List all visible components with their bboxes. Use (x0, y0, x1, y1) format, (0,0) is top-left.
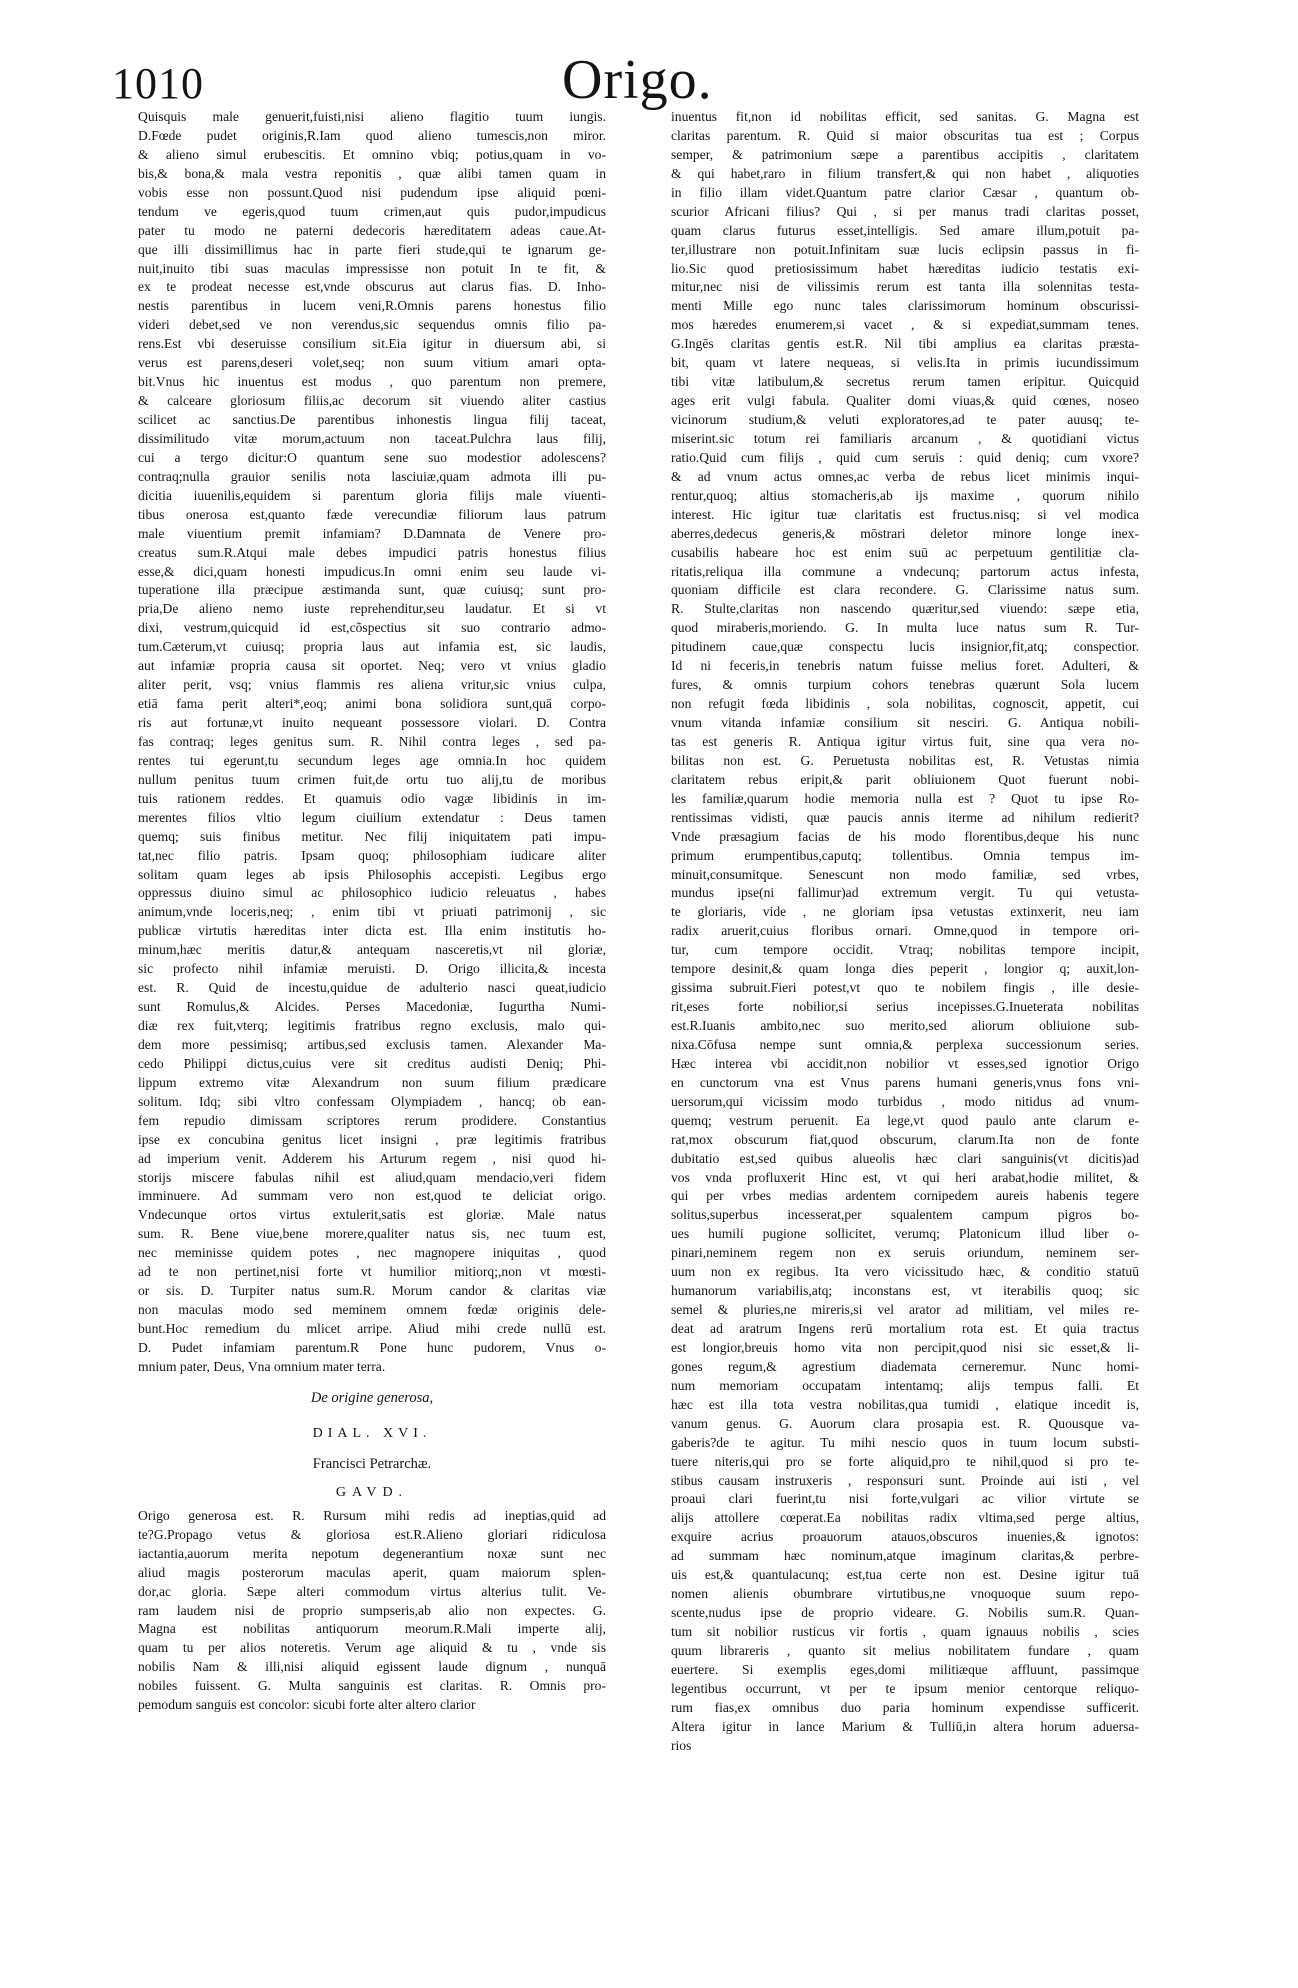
text-line: radix aruerit,cuius floribus ornari. Omne,quod in tempore ori- (671, 923, 1139, 939)
text-line: oppressus diuino simul ac philosophico iudicio releuatus , habes (138, 885, 606, 901)
text-line: tum.Cæterum,vt cuiusq; propria laus aut infamia est, sic laudis, (138, 639, 606, 655)
text-line: videri debet,sed ve non verendus,sic sequendus omnis filio pa- (138, 317, 606, 333)
text-line: nomen alienis obumbrare virtutibus,ne vnoquoque suum repo- (671, 1586, 1139, 1602)
text-line: fem repudio dimissam scriptores rerum prodidere. Constantius (138, 1112, 606, 1128)
text-line: uis est,& quantulacunq; est,tua certe non est. Desine igitur tuā (671, 1567, 1139, 1583)
text-line: ad summam hæc nominum,atque imaginum claritas,& perbre- (671, 1548, 1139, 1564)
text-line: aut infamiæ propria causa sit oportet. Neq; vero vt vnius gladio (138, 658, 606, 674)
text-line: Hæc interea vbi accidit,non nobilior vt esses,sed ignotior Origo (671, 1055, 1139, 1071)
text-line: non refugit fœda libidinis , sola nobilitas, cognoscit, appetit, cui (671, 696, 1139, 712)
text-line: tat,nec filio patris. Ipsam quoq; philosophiam iudicare aliter (138, 847, 606, 863)
text-line: ad te non pertinet,nisi forte vt humilior mitiorq;,non vt mœsti- (138, 1264, 606, 1280)
text-line: & qui habet,raro in filium transfert,& qui non habet , aliquoties (671, 165, 1139, 181)
text-line: aberres,dedecus generis,& mōstrari deletor minore longe inex- (671, 525, 1139, 541)
text-line: animum,vnde loceris,neq; , enim tibi vt priuati patrimonij , sic (138, 904, 606, 920)
text-line: tempore desinit,& quam longa dies peperit , longior q; auxit,lon- (671, 961, 1139, 977)
text-line: legentibus occurrunt, vt per te ipsum menior centorque reliquo- (671, 1680, 1139, 1696)
text-line: publicæ virtutis hæreditas inter dicta est. Illa enim institutis ho- (138, 923, 606, 939)
text-line: num memoriam occupatam intentamq; alijs tempus falli. Et (671, 1377, 1139, 1393)
text-line: diæ rex fuit,vterq; legitimis fratribus regno exclusis, malo qui- (138, 1018, 606, 1033)
left-column (138, 108, 606, 1715)
text-line: hæc est illa tota vestra nobilitas,qua tumidi , elatique incedit is, (671, 1396, 1139, 1412)
left-column-dialogue-text (138, 1507, 606, 1715)
text-line: sum. R. Bene viue,bene morere,qualiter natus sis, nec tuum est, (138, 1226, 606, 1242)
text-line: aliud magis posterorum maculas aperit, quam maiorum splen- (138, 1564, 606, 1580)
text-line: etiā fama perit alteri*,eoq; animi bona solidiora sunt,quā corpo- (138, 696, 606, 712)
text-line: D.Fœde pudet originis,R.Iam quod alieno tumescis,non miror. (138, 127, 606, 143)
text-line: bit, quam vt latere nequeas, si velis.Ita in primis iucundissimum (671, 355, 1139, 371)
text-line: R. Stulte,claritas non nascendo quæritur,sed viuendo: sæpe etia, (671, 601, 1139, 617)
text-line: solitum. Idq; sibi vltro confessam Olympiadem , hancq; ob ean- (138, 1093, 606, 1109)
text-line: rum fias,ex omnibus duo paria hominum expendisse sufficerit. (671, 1699, 1139, 1715)
text-line: & alieno simul erubescitis. Et omnino vbiq; potius,quam in vo- (138, 146, 606, 162)
left-column-text (138, 108, 606, 1377)
text-line: quemq; vestrum peruenit. Ea lege,vt quod paulo ante clarum e- (671, 1112, 1139, 1128)
text-line: claritatem rebus eripit,& parit obliuionem Quot fuerunt nobi- (671, 771, 1139, 787)
text-line: bunt.Hoc remedium du mlicet arripe. Aliud mihi crede nullū est. (138, 1321, 606, 1336)
text-line: exquire acrius proauorum atauos,obscuros inuenies,& ignotos: (671, 1529, 1139, 1545)
text-line: Quisquis male genuerit,fuisti,nisi alieno flagitio tuum iungis. (138, 109, 606, 124)
text-line: & calceare gloriosum filiis,ac decorum sit viuendo aliter castius (138, 393, 606, 409)
text-line: bit.Vnus hic inuentus est modus , quo parentum non premere, (138, 374, 606, 390)
text-line: lio.Sic quod pretiosissimum habet hæreditas iudicio testatis exi- (671, 260, 1139, 276)
text-line: rat,mox obscurum fiat,quod obscurum, clarum.Ita non de fonte (671, 1131, 1139, 1147)
text-line: bilitas non est. G. Peruetusta nobilitas est, R. Vetustas nimia (671, 752, 1139, 768)
text-line: alijs attollere cœperat.Ea nobilitas radix vltima,sed perge altius, (671, 1510, 1139, 1526)
text-line: sunt Romulus,& Alcides. Perses Macedoniæ, Iugurtha Numi- (138, 999, 606, 1015)
text-line: uum non ex regibus. Ita vero vicissitudo hæc, & conditio statuū (671, 1264, 1139, 1280)
text-line: gones regum,& agrestium diademata cerneremur. Nunc homi- (671, 1358, 1139, 1374)
text-line: quoniam difficile est clara recondere. G. Clarissime natus sum. (671, 582, 1139, 598)
text-line: ratio.Quid cum filijs , quid cum seruis : quid deniq; cum vxore? (671, 449, 1139, 465)
text-line: en cunctorum vna est Vnus parens humani generis,vnus fons vni- (671, 1074, 1139, 1090)
text-line: est longior,breuis homo vita non percipit,quod nisi sic esset,& li- (671, 1339, 1139, 1355)
text-line: tuis rationem reddes. Et quamuis odio vagæ libidinis in im- (138, 790, 606, 806)
text-line: interest. Hic igitur tuæ claritatis est fructus.nisq; si vel modica (671, 506, 1139, 522)
text-line: tuere niteris,qui pro se forte aliquid,pro te nihil,quod si pro te- (671, 1453, 1139, 1469)
text-line: dissimilitudo vitæ morum,actuum non taceat.Pulchra laus filij, (138, 430, 606, 446)
text-line: pemodum sanguis est concolor: sicubi forte alter altero clarior (138, 1697, 476, 1713)
text-line: tuperatione illa præcipue æstimanda sunt, quæ cuiusq; sunt pro- (138, 582, 606, 598)
text-line: vos vnda profluxerit Hinc est, vt qui heri arabat,hodie militet, & (671, 1169, 1139, 1185)
text-line: tur, cum tempore occidit. Vtraq; nobilitas tempore incipit, (671, 942, 1139, 958)
text-line: dor,ac gloria. Sæpe alteri commodum virtus alterius tulit. Ve- (138, 1583, 606, 1599)
text-line: or sis. D. Turpiter natus sum.R. Morum candor & claritas viæ (138, 1283, 606, 1299)
text-line: ter,illustrare non potuit.Infinitam suæ lucis eclipsin passus in fi- (671, 241, 1139, 257)
text-line: pria,De alieno nemo iuste reprehenditur,seu laudatur. Et si vt (138, 601, 606, 617)
text-line: est.R.Iuanis ambito,nec suo merito,sed aliorum obliuione sub- (671, 1018, 1139, 1033)
text-line: semper, & patrimonium sæpe a parentibus accipitis , claritatem (671, 146, 1139, 162)
text-line: primum erumpentibus,caputq; tollentibus. Omnia tempus im- (671, 847, 1139, 863)
text-line: Altera igitur in lance Marium & Tulliū,in altera horum aduersa- (671, 1718, 1139, 1734)
text-line: que illi dissimillimus hac in parte fieri stude,qui te ignarum ge- (138, 241, 606, 257)
text-line: Id ni feceris,in tenebris natum fuisse melius foret. Adulteri, & (671, 658, 1139, 674)
text-line: rios (671, 1737, 692, 1753)
text-line: quam tu per alios noteretis. Verum age aliquid & tu , vnde sis (138, 1640, 606, 1656)
text-line: rentes tui egerunt,tu secundum leges age omnia.In hoc quidem (138, 752, 606, 768)
text-line: claritas parentum. R. Quid si maior obscuritas tua est ; Corpus (671, 127, 1139, 143)
text-line: iactantia,auorum merita nepotum degenerantium noxæ sunt nec (138, 1545, 606, 1561)
text-line: tibus onerosa est,quanto fæde verecundiæ filiorum laus patrum (138, 506, 606, 522)
text-line: fas contraq; leges genitus sum. R. Nihil contra leges , sed pa- (138, 733, 606, 749)
text-line: tum sit nobilior rusticus vir fortis , quam ignauus nobilis , scies (671, 1624, 1139, 1639)
text-line: vanum genus. G. Auorum clara prosapia est. R. Quousque va- (671, 1415, 1139, 1431)
text-line: non maculas modo sed meminem omnem fœdæ originis dele- (138, 1302, 606, 1318)
text-line: menti Mille ego nunc tales clarissimorum hominum obscurissi- (671, 298, 1139, 314)
right-column (671, 108, 1139, 1756)
text-line: tas est generis R. Antiqua igitur virtus fuit, sine qua vera no- (671, 733, 1139, 749)
text-line: storijs miscere fabulas nihil est aliud,quam mendacio,veri fidem (138, 1169, 606, 1185)
text-line: mundus ipse(ni fallimur)ad extremum vergit. Tu qui vetusta- (671, 885, 1139, 901)
text-line: verus est parens,deseri volet,seq; non suum vitium amari opta- (138, 355, 606, 371)
text-line: nec meminisse quidem potes , nec magnopere iniquitas , quod (138, 1245, 606, 1261)
text-line: sic profecto nihil infamiæ meruisti. D. Origo illicita,& incesta (138, 961, 606, 977)
text-line: nuit,inuito tibi suas maculas impressisse non potuit In te fit, & (138, 260, 606, 276)
text-line: dubitatio est,sed quibus alueolis hæc clari sanguinis(vt dicitis)ad (671, 1150, 1139, 1166)
text-line: ages erit vulgi fabula. Qualiter domi viuas,& quid cœnes, noseo (671, 393, 1139, 409)
text-line: te?G.Propago vetus & gloriosa est.R.Alieno gloriari ridiculosa (138, 1526, 606, 1542)
text-line: pater tu modo ne paterni dedecoris hæreditatem adeas caue.At- (138, 222, 606, 238)
text-line: fures, & omnis turpium cohors tenebras quærunt Sola lucem (671, 677, 1139, 693)
text-line: uersorum,qui vicissim modo turbidus , modo nitidus ad vnum- (671, 1093, 1139, 1109)
text-line: rit,eses forte nobilior,si serius incepisses.G.Inueterata nobilitas (671, 999, 1139, 1015)
text-line: cusabilis habeare hoc est enim suū ac perpetuum gentilitiæ cla- (671, 544, 1139, 560)
text-line: mitur,nec nisi de vilissimis rerum est tanta illa solennitas testa- (671, 279, 1139, 295)
text-line: in filio illam videt.Quantum patre clarior Cæsar , quantum ob- (671, 184, 1139, 200)
right-column-text (671, 108, 1139, 1756)
text-line: & ad vnum actus omnes,ac verba de rebus licet minimis inqui- (671, 468, 1139, 484)
text-line: stibus causam instruxeris , responsuri sunt. Proinde aui isti , vel (671, 1472, 1139, 1488)
text-line: scente,nudus ipse de proprio videare. G. Nobilis sum.R. Quan- (671, 1605, 1139, 1621)
text-line: cui a tergo dicitur:O quantum sene suo modestior adolescens? (138, 449, 606, 465)
text-line: rens.Est vbi deseruisse consilium sit.Eia igitur in diuersum abi, si (138, 336, 606, 352)
text-line: te gloriaris, vide , ne gloriam ipsa vetustas extinxerit, neu iam (671, 904, 1139, 920)
text-line: Vndecunque ortos virtus extulerit,satis est gloriæ. Male natus (138, 1207, 606, 1223)
text-line: quam clarus futurus esset,intelligis. Sed amare illum,potuit pa- (671, 222, 1139, 238)
text-line: male viuentium premit infamiam? D.Damnata de Venere pro- (138, 525, 606, 541)
speaker-heading: GAVD. (335, 1484, 409, 1500)
text-line: quemq; suis finibus metitur. Nec filij iniquitatem pati impu- (138, 828, 606, 844)
text-line: scurior Africani filius? Qui , si per manus tradi claritas posset, (671, 203, 1139, 219)
author-heading: Francisci Petrarchæ. (312, 1455, 432, 1472)
text-line: dixi, vestrum,quicquid id est,cõspectius sit suo contrario admo- (138, 620, 606, 636)
text-line: Vnde præsagium facias de his modo florentibus,deque his nunc (671, 828, 1139, 844)
text-line: vobis esse non possunt.Quod nisi pudendum ipse aliquid pœni- (138, 184, 606, 200)
text-line: gissima subruit.Fieri potest,vt quo te nobilem fingis , ille desie- (671, 980, 1139, 996)
text-line: imminuere. Ad summam vero non est,quod te deliciat origo. (138, 1188, 606, 1204)
text-line: solitus,superbus incesserat,per squalentem campum pigros bo- (671, 1207, 1139, 1223)
text-line: ris aut fortunæ,vt inuito nequeant possessore violari. D. Contra (138, 715, 606, 730)
text-line: nestis parentibus in lucem veni,R.Omnis parens honestus filio (138, 298, 606, 314)
text-line: ues humili pugione sollicitet, verumq; Platonicum illud liber o- (671, 1226, 1139, 1242)
text-line: merentes filios vltio legum ciuilium extendatur : Deus tamen (138, 809, 606, 825)
text-line: mos hæredes enumerem,si vacet , & si expediat,summam tenes. (671, 317, 1139, 333)
text-line: qui per vrbes medias ardentem cornipedem aureis habenis tegere (671, 1188, 1139, 1204)
text-line: deat ad aratrum Ingens rerū mortalium rota est. Et quia tractus (671, 1321, 1139, 1336)
page-number: 1010 (112, 59, 204, 108)
text-line: rentissimas vidisti, quæ paucis annis iterme ad nihilum redierit? (671, 809, 1139, 825)
text-line: scilicet ac sanctius.De parentibus inhonestis lingua filij taceat, (138, 412, 606, 427)
text-line: inuentus fit,non id nobilitas efficit, sed sanitas. G. Magna est (671, 109, 1139, 124)
text-line: quod miraberis,moriendo. G. In multa luce natus sum R. Tur- (671, 620, 1139, 636)
text-line: ad imperium venit. Adderem his Arturum regem , nisi quod hi- (138, 1150, 606, 1166)
section-title: De origine generosa, (310, 1389, 434, 1406)
text-line: Origo generosa est. R. Rursum mihi redis ad ineptias,quid ad (138, 1507, 606, 1523)
text-line: vnum vitanda infamiæ consilium sit nesciri. G. Antiqua nobili- (671, 715, 1139, 730)
text-line: bis,& bona,& mala vestra reponitis , quæ alibi tamen quam in (138, 165, 606, 181)
text-line: G.Ingēs claritas gentis est.R. Nil tibi amplius ea claritas præsta- (671, 336, 1139, 352)
text-line: miserint.sic totum rei familiaris arcanum , & quotidiani victus (671, 430, 1139, 446)
text-line: quum librareris , quanto sit melius nobilitatem fundare , quam (671, 1642, 1139, 1658)
text-line: vicinorum studium,& veluti exploratores,ad te pater auusq; te- (671, 412, 1139, 427)
text-line: mnium pater, Deus, Vna omnium mater terra. (138, 1358, 386, 1374)
text-line: dicitia iuuenilis,equidem si parentum gloria filijs male viuenti- (138, 487, 606, 503)
text-line: nixa.Cōfusa nempe sunt omnia,& perplexa successionum series. (671, 1036, 1139, 1052)
text-line: tendum ve egeris,quod tuum crimen,aut quis pudor,impudicus (138, 203, 606, 219)
text-line: solitam quam leges ab ipsis Philosophis accepisti. Legibus ergo (138, 866, 606, 882)
text-line: les familiæ,quarum hodie memoria nulla est ? Quot tu ipse Ro- (671, 790, 1139, 806)
text-line: cedo Philippi dictus,cuius vere sit creditus audisti Deniq; Phi- (138, 1055, 606, 1071)
text-line: semel & pluries,ne mireris,si vel arator ad militiam, vel miles re- (671, 1302, 1139, 1318)
text-line: ex te prodeat necesse est,vnde obscurus aut clarus fias. D. Inho- (138, 279, 606, 295)
text-line: ritatis,reliqua illa commune a vndecunq; partorum actus infesta, (671, 563, 1139, 579)
text-line: proaui clari fuerint,tu nisi forte,vulgari ac vilior virtute se (671, 1491, 1139, 1507)
text-line: nobiles fuissent. G. Multa sanguinis est claritas. R. Omnis pro- (138, 1678, 606, 1694)
text-line: creatus sum.R.Atqui male debes impudici patris honestus filius (138, 544, 606, 560)
text-line: esse,& dici,quam honesti impudicus.In omni enim seu laude vi- (138, 563, 606, 579)
text-line: dem more pessimisq; artibus,sed exclusis tamen. Alexander Ma- (138, 1036, 606, 1052)
dialogue-number: DIAL. XVI. (312, 1425, 432, 1441)
text-line: lippum extremo vitæ Alexandrum non suum filium prædicare (138, 1074, 606, 1090)
running-title: Origo. (562, 49, 713, 111)
text-line: rentur,quoq; altius stomacheris,ab ijs maxime , quorum nihilo (671, 487, 1139, 503)
text-line: D. Pudet infamiam parentum.R Pone hunc pudorem, Vnus o- (138, 1339, 606, 1355)
text-line: nobilis Nam & illi,nisi aliquid egissent laude dignum , nunquā (138, 1659, 606, 1675)
text-line: est. R. Quid de incestu,quidue de adulterio nasci queat,iudicio (138, 980, 606, 996)
text-line: pitudinem caue,quæ conspectu lucis insignior,fit,atq; conspectior. (671, 639, 1139, 655)
text-line: minum,hæc meritis datur,& antequam nasceretis,vt nil gloriæ, (138, 942, 606, 958)
text-line: ram laudem nisi de proprio sumpseris,ab alio non expectes. G. (138, 1602, 606, 1618)
text-line: humanorum variabilis,atq; inconstans est, vt iterabilis quoq; sic (671, 1283, 1139, 1299)
text-line: ipse ex concubina genitus licet insigni , præ legitimis fratribus (138, 1131, 606, 1147)
text-line: minuit,consumitque. Senescunt non modo familiæ, sed vrbes, (671, 866, 1139, 882)
text-line: aliter perit, vsq; vnius flammis res aliena vritur,sic vnius culpa, (138, 677, 606, 693)
text-line: Magna est nobilitas antiquorum meorum.R.Mali imperte alij, (138, 1621, 606, 1637)
text-line: euertere. Si exemplis eges,domi militiæque affluunt, passimque (671, 1661, 1139, 1677)
text-line: tibi vitæ latibulum,& secretus rerum tamen eripitur. Quicquid (671, 374, 1139, 390)
text-line: pinari,neminem regem non ex seruis oriundum, neminem ser- (671, 1245, 1139, 1261)
text-line: nullum penitus tuum crimen fuit,de ortu tuo alij,tu de moribus (138, 771, 606, 787)
text-line: gaberis?de te agitur. Tu mihi nescio quos in tuum locum substi- (671, 1434, 1139, 1450)
text-line: contraq;nulla grauior senilis nota lasciuiæ,quam admota illi pu- (138, 468, 606, 484)
